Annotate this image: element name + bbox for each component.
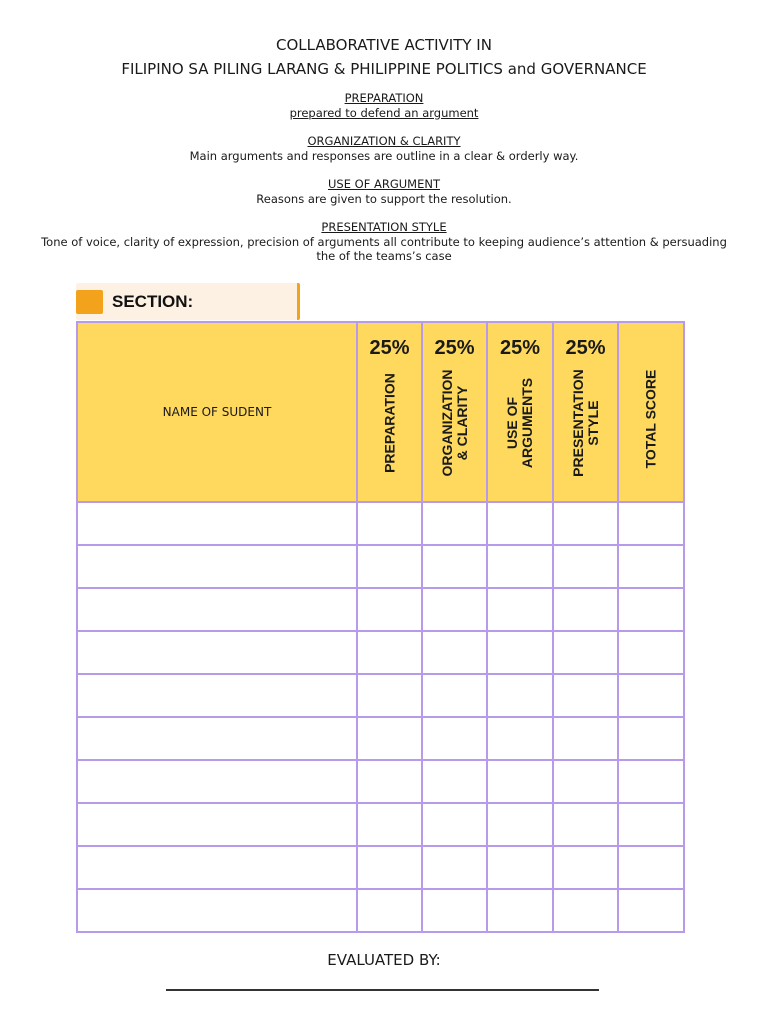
column-header-organization xyxy=(422,322,487,502)
score-cell[interactable] xyxy=(422,760,487,803)
criterion-desc: Main arguments and responses are outline in a clear & orderly way. xyxy=(189,148,579,163)
score-cell[interactable] xyxy=(618,846,684,889)
signature-line[interactable] xyxy=(166,989,599,991)
score-cell[interactable] xyxy=(618,545,684,588)
score-cell[interactable] xyxy=(487,889,553,932)
section-banner xyxy=(76,283,300,320)
student-name-cell[interactable] xyxy=(77,502,357,545)
score-cell[interactable] xyxy=(422,846,487,889)
student-name-cell[interactable] xyxy=(77,760,357,803)
score-cell[interactable] xyxy=(553,846,618,889)
criterion-presentation-style xyxy=(40,220,728,264)
student-name-cell[interactable] xyxy=(77,674,357,717)
table-row xyxy=(77,545,684,588)
section-label: SECTION: xyxy=(112,292,194,311)
criterion-preparation xyxy=(40,91,728,120)
score-cell[interactable] xyxy=(357,674,422,717)
criterion-desc: prepared to defend an argument xyxy=(289,105,479,120)
score-cell[interactable] xyxy=(357,803,422,846)
criterion-organization xyxy=(40,134,728,163)
score-cell[interactable] xyxy=(618,889,684,932)
score-cell[interactable] xyxy=(357,889,422,932)
column-header-presentation-style xyxy=(553,322,618,502)
column-label: PRESENTATION STYLE xyxy=(569,369,601,477)
score-cell[interactable] xyxy=(357,846,422,889)
criterion-desc: Reasons are given to support the resolution. xyxy=(256,191,512,206)
score-cell[interactable] xyxy=(618,760,684,803)
column-header-preparation xyxy=(357,322,422,502)
column-header-use-of-arguments xyxy=(487,322,553,502)
score-cell[interactable] xyxy=(618,631,684,674)
score-cell[interactable] xyxy=(487,631,553,674)
column-label: PREPARATION xyxy=(381,373,397,473)
score-cell[interactable] xyxy=(357,717,422,760)
doc-title-line2: FILIPINO SA PILING LARANG & PHILIPPINE POLITICS and GOVERNANCE xyxy=(121,60,647,78)
score-cell[interactable] xyxy=(553,631,618,674)
table-row xyxy=(77,631,684,674)
student-name-cell[interactable] xyxy=(77,846,357,889)
criterion-title: PRESENTATION STYLE xyxy=(321,220,447,234)
table-row xyxy=(77,717,684,760)
criterion-title: PREPARATION xyxy=(344,91,424,105)
score-cell[interactable] xyxy=(553,803,618,846)
score-cell[interactable] xyxy=(553,674,618,717)
score-cell[interactable] xyxy=(487,588,553,631)
table-row xyxy=(77,760,684,803)
table-row xyxy=(77,889,684,932)
score-cell[interactable] xyxy=(553,502,618,545)
score-cell[interactable] xyxy=(422,631,487,674)
score-cell[interactable] xyxy=(618,588,684,631)
score-cell[interactable] xyxy=(618,502,684,545)
table-row xyxy=(77,846,684,889)
score-cell[interactable] xyxy=(553,760,618,803)
score-cell[interactable] xyxy=(357,631,422,674)
score-cell[interactable] xyxy=(487,674,553,717)
score-cell[interactable] xyxy=(422,889,487,932)
score-cell[interactable] xyxy=(422,803,487,846)
column-percent: 25% xyxy=(499,337,541,359)
score-cell[interactable] xyxy=(553,717,618,760)
criterion-title: ORGANIZATION & CLARITY xyxy=(307,134,461,148)
criterion-title: USE OF ARGUMENT xyxy=(328,177,440,191)
table-row xyxy=(77,588,684,631)
name-column-label: NAME OF SUDENT xyxy=(162,405,272,419)
column-percent: 25% xyxy=(565,337,606,359)
score-table xyxy=(76,321,685,933)
student-name-cell[interactable] xyxy=(77,717,357,760)
score-cell[interactable] xyxy=(618,717,684,760)
score-cell[interactable] xyxy=(553,889,618,932)
student-name-cell[interactable] xyxy=(77,545,357,588)
table-row xyxy=(77,674,684,717)
column-header-total-score xyxy=(618,322,684,502)
student-name-cell[interactable] xyxy=(77,588,357,631)
criterion-desc: Tone of voice, clarity of expression, precision of arguments all contribute to keeping audience’s attention & persuading the of the teams’s case xyxy=(41,234,727,263)
score-cell[interactable] xyxy=(553,545,618,588)
score-cell[interactable] xyxy=(487,717,553,760)
name-column-header xyxy=(77,322,357,502)
score-cell[interactable] xyxy=(357,760,422,803)
score-cell[interactable] xyxy=(553,588,618,631)
score-cell[interactable] xyxy=(422,674,487,717)
student-name-cell[interactable] xyxy=(77,631,357,674)
score-cell[interactable] xyxy=(357,545,422,588)
student-name-cell[interactable] xyxy=(77,889,357,932)
score-cell[interactable] xyxy=(422,545,487,588)
column-percent: 25% xyxy=(434,337,475,359)
score-cell[interactable] xyxy=(422,717,487,760)
score-cell[interactable] xyxy=(487,760,553,803)
score-cell[interactable] xyxy=(357,502,422,545)
score-cell[interactable] xyxy=(487,803,553,846)
column-label: USE OF ARGUMENTS xyxy=(504,377,535,469)
doc-title-line1: COLLABORATIVE ACTIVITY IN xyxy=(276,36,492,54)
column-label: TOTAL SCORE xyxy=(642,369,659,469)
section-marker-icon xyxy=(76,290,103,314)
column-percent: 25% xyxy=(369,337,410,359)
score-cell[interactable] xyxy=(487,545,553,588)
student-name-cell[interactable] xyxy=(77,803,357,846)
score-cell[interactable] xyxy=(422,502,487,545)
column-label: ORGANIZATION & CLARITY xyxy=(438,369,470,477)
score-cell[interactable] xyxy=(618,674,684,717)
table-row xyxy=(77,502,684,545)
table-header-row xyxy=(77,322,684,502)
score-cell[interactable] xyxy=(487,502,553,545)
criterion-use-of-argument xyxy=(40,177,728,206)
score-cell[interactable] xyxy=(618,803,684,846)
evaluated-by-label: EVALUATED BY: xyxy=(327,951,441,969)
table-row xyxy=(77,803,684,846)
score-cell[interactable] xyxy=(487,846,553,889)
score-cell[interactable] xyxy=(422,588,487,631)
score-cell[interactable] xyxy=(357,588,422,631)
